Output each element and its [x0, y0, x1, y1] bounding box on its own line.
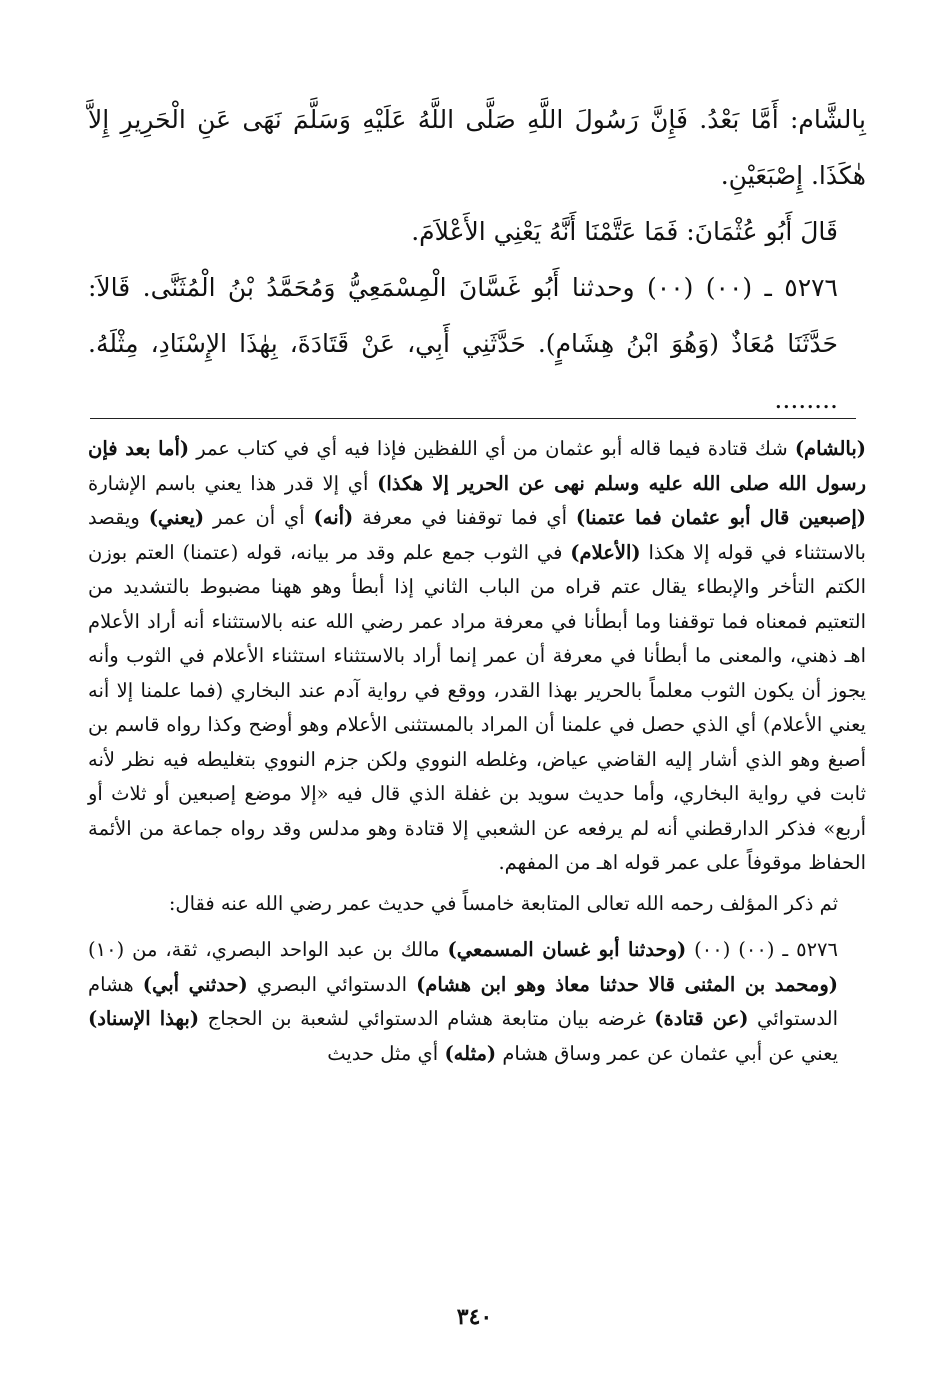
commentary-keyword: (عن قتادة) — [654, 1007, 749, 1030]
commentary-text: ويقصد بالاستثناء في قوله إلا هكذا — [88, 506, 866, 564]
matn-paragraph-2: قَالَ أَبُو عُثْمَانَ: فَمَا عَتَّمْنَا أَنَّهُ يَعْنِي الأَعْلاَمَ. — [411, 217, 838, 246]
commentary-paragraph-1 — [88, 432, 866, 881]
matn-paragraph-3: ٥٢٧٦ ـ (٠٠) (٠٠) وحدثنا أَبُو غَسَّانَ الْمِسْمَعِيُّ وَمُحَمَّدُ بْنُ الْمُثَنَّى. قَالاَ: حَدَّثَنَا مُعَاذٌ (وَهُوَ ابْنُ هِشَامٍ). حَدَّثَنِي أَبِي، عَنْ قَتَادَةَ، بِهٰذَا الإِسْنَادِ، مِثْلَهُ. ........ — [88, 273, 838, 414]
page-number: ٣٤٠ — [456, 1304, 493, 1330]
commentary-text: أي فما توقفنا في معرفة — [353, 506, 576, 529]
commentary-keyword: (مثله) — [444, 1041, 497, 1065]
commentary-text: أي أن عمر — [204, 506, 314, 529]
footnote-divider — [90, 418, 856, 419]
commentary-keyword: (وحدثنا أبو غسان المسمعي) — [447, 938, 687, 961]
commentary-keyword: (حدثني أبي) — [142, 972, 248, 996]
commentary-paragraph-2: ثم ذكر المؤلف رحمه الله تعالى المتابعة خامساً في حديث عمر رضي الله عنه فقال: — [168, 891, 838, 915]
matn-paragraph-1: بِالشَّام: أَمَّا بَعْدُ. فَإِنَّ رَسُولَ اللَّهِ صَلَّى اللَّهُ عَلَيْهِ وَسَلَّمَ نَهَى عَنِ الْحَرِيرِ إِلاَّ هٰكَذَا. إِصْبَعَيْنِ. — [88, 105, 866, 190]
commentary-paragraph-3 — [88, 933, 866, 1071]
commentary-text: في الثوب جمع علم وقد مر بيانه، قوله (عتمنا) العتم بوزن الكتم التأخر والإبطاء يقال عتم قراه من الباب الثاني إذا أبطأ وهو ههنا مضبوط بالتشديد من التعتيم فمعناه فما توقفنا وما أبطأنا في معرفة مراد عمر رضي الله عنه بالاستثناء أنه أراد الأعلام اهـ ذهني، والمعنى ما أبطأنا في معرفة أن عمر إنما أراد بالاستثناء استثناء الأعلام في الثوب وأنه يجوز أن يكون الثوب معلماً بالحرير بهذا القدر، ووقع في رواية آدم عند البخاري (فما علمنا إلا أنه يعني الأعلام) أي الذي حصل في علمنا أن المراد بالمستثنى الأعلام وهو أوضح وكذا رواه قاسم بن أصبغ وهو الذي أشار إليه القاضي عياض، وغلطه النووي ولكن جزم النووي بتغليطه فيه نظر لأنه ثابت في رواية البخاري، وأما حديث سويد بن غفلة الذي قال فيه «إلا موضع إصبعين أو ثلاث أو أربع» فذكر الدارقطني أنه لم يرفعه عن الشعبي إلا قتادة وهو مدلس وقد رواه جماعة من الأئمة الحفاظ موقوفاً على عمر قوله اهـ من المفهم. — [88, 540, 866, 874]
commentary-keyword: (ومحمد بن المثنى قالا حدثنا معاذ وهو ابن هشام) — [416, 972, 838, 996]
matn-block — [88, 92, 866, 428]
commentary-text: هشام الدستوائي — [88, 972, 838, 1030]
commentary-text: يعني عن أبي عثمان عن عمر وساق هشام — [496, 1041, 838, 1065]
commentary-text: غرضه بيان متابعة هشام الدستوائي لشعبة بن الحجاج — [199, 1007, 655, 1030]
commentary-keyword: (بالشام) — [794, 437, 866, 460]
commentary-text: شك قتادة فيما قاله أبو عثمان من أي اللفظين فإذا فيه أي في كتاب عمر — [189, 437, 795, 460]
commentary-text: أي مثل حديث — [327, 1041, 445, 1065]
commentary-keyword: (بهذا الإسناد) — [88, 1007, 200, 1030]
hadith-text — [88, 92, 866, 428]
commentary-keyword: (يعني) — [148, 506, 205, 529]
commentary-keyword: (أما بعد فإن رسول الله صلى الله عليه وسلم نهى عن الحرير إلا هكذا) — [88, 437, 866, 495]
commentary-block — [88, 432, 866, 1071]
commentary-text: الدستوائي البصري — [247, 972, 417, 996]
commentary-text: مالك بن عبد الواحد البصري، ثقة، من (١٠) — [88, 938, 448, 961]
commentary-keyword: (إصبعين قال أبو عثمان فما عتمنا) — [575, 506, 866, 529]
commentary-keyword: (الأعلام) — [570, 540, 641, 564]
commentary-keyword: (أنه) — [313, 506, 354, 529]
hadith-number: ٥٢٧٦ ـ (٠٠) (٠٠) — [686, 938, 838, 961]
commentary-text: أي إلا قدر هذا يعني باسم الإشارة — [88, 471, 378, 495]
